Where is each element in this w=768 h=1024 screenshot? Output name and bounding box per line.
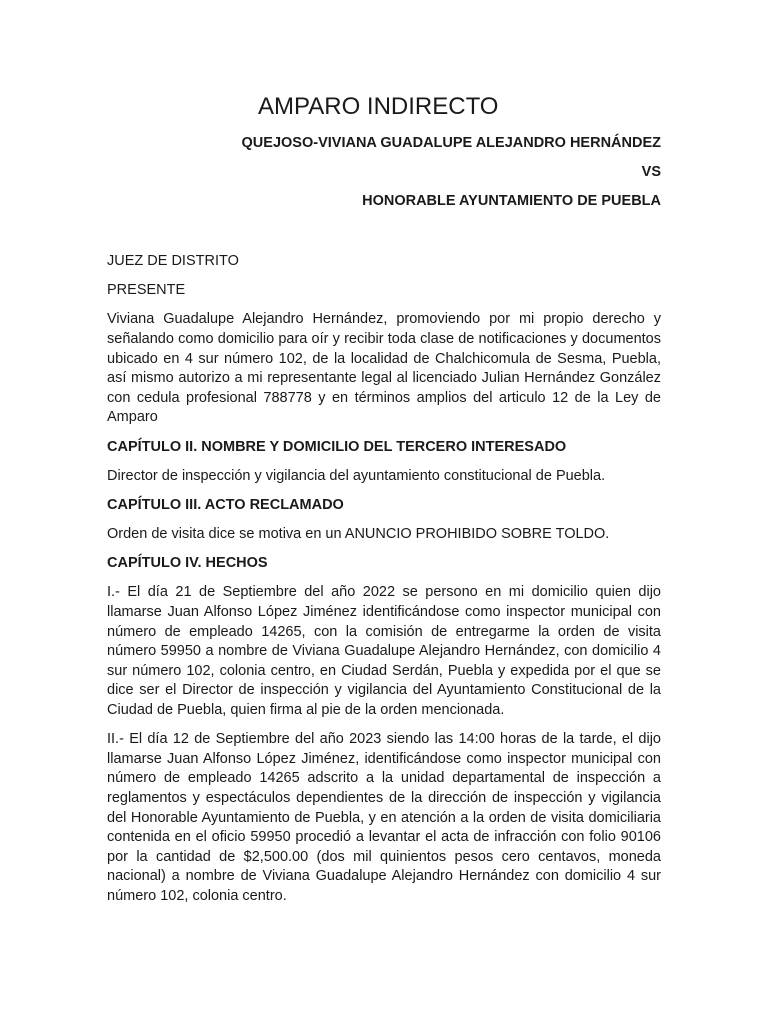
intro-paragraph: Viviana Guadalupe Alejandro Hernández, promoviendo por mi propio derecho y señalando como domicilio para oír y recibir toda clase de notificaciones y documentos ubicado en 4 sur número 102, de la localidad de Chalchicomula de Sesma, Puebla, así mismo autorizo a mi representante legal al licenciado Julian Hernández González con cedula profesional 788778 y en términos amplios del articulo 12 de la Ley de Amparo [107, 311, 661, 426]
section-text-tercero-interesado: Director de inspección y vigilancia del ayuntamiento constitucional de Puebla. [107, 467, 606, 484]
hechos-paragraph-1: I.- El día 21 de Septiembre del año 2022 se persono en mi domicilio quien dijo llamarse Juan Alfonso López Jiménez identificándose como inspector municipal con número de empleado 14265, con la comisión de entregarme la orden de visita número 59950 a nombre de Viviana Guadalupe Alejandro Hernández, con domicilio 4 sur número 102, colonia centro, en Ciudad Serdán, Puebla y expedida por el que se dice ser el Director de inspección y vigilancia del Ayuntamiento Constitucional de la Ciudad de Puebla, quien firma al pie de la orden mencionada. [107, 584, 661, 719]
hechos-paragraph-2: II.- El día 12 de Septiembre del año 2023 siendo las 14:00 horas de la tarde, el dijo llamarse Juan Alfonso López Jiménez, identificándose como inspector municipal con número de empleado 14265 adscrito a la unidad departamental de inspección a reglamentos y espectáculos dependientes de la dirección de inspección y vigilancia del Honorable Ayuntamiento de Puebla, y en atención a la orden de visita domiciliaria contenida en el oficio 59950 procedió a levantar el acta de infracción con folio 90106 por la cantidad de $2,500.00 (dos mil quinientos pesos cero centavos, moneda nacional) a nombre de Viviana Guadalupe Alejandro Hernández con domicilio 4 sur número 102, colonia centro. [107, 731, 661, 904]
autoridad-line: HONORABLE AYUNTAMIENTO DE PUEBLA [362, 193, 661, 209]
quejoso-line: QUEJOSO-VIVIANA GUADALUPE ALEJANDRO HERNÁNDEZ [241, 135, 661, 151]
document-body [107, 252, 661, 916]
addressee-judge: JUEZ DE DISTRITO [107, 253, 239, 269]
section-heading-hechos: CAPÍTULO IV. HECHOS [107, 555, 268, 572]
section-text-acto-reclamado: Orden de visita dice se motiva en un ANUNCIO PROHIBIDO SOBRE TOLDO. [107, 526, 610, 543]
versus-line: VS [641, 164, 661, 180]
document-title: AMPARO INDIRECTO [258, 93, 499, 120]
section-heading-acto-reclamado: CAPÍTULO III. ACTO RECLAMADO [107, 496, 344, 513]
addressee-present: PRESENTE [107, 282, 186, 299]
section-heading-tercero-interesado: CAPÍTULO II. NOMBRE Y DOMICILIO DEL TERCERO INTERESADO [107, 438, 567, 455]
